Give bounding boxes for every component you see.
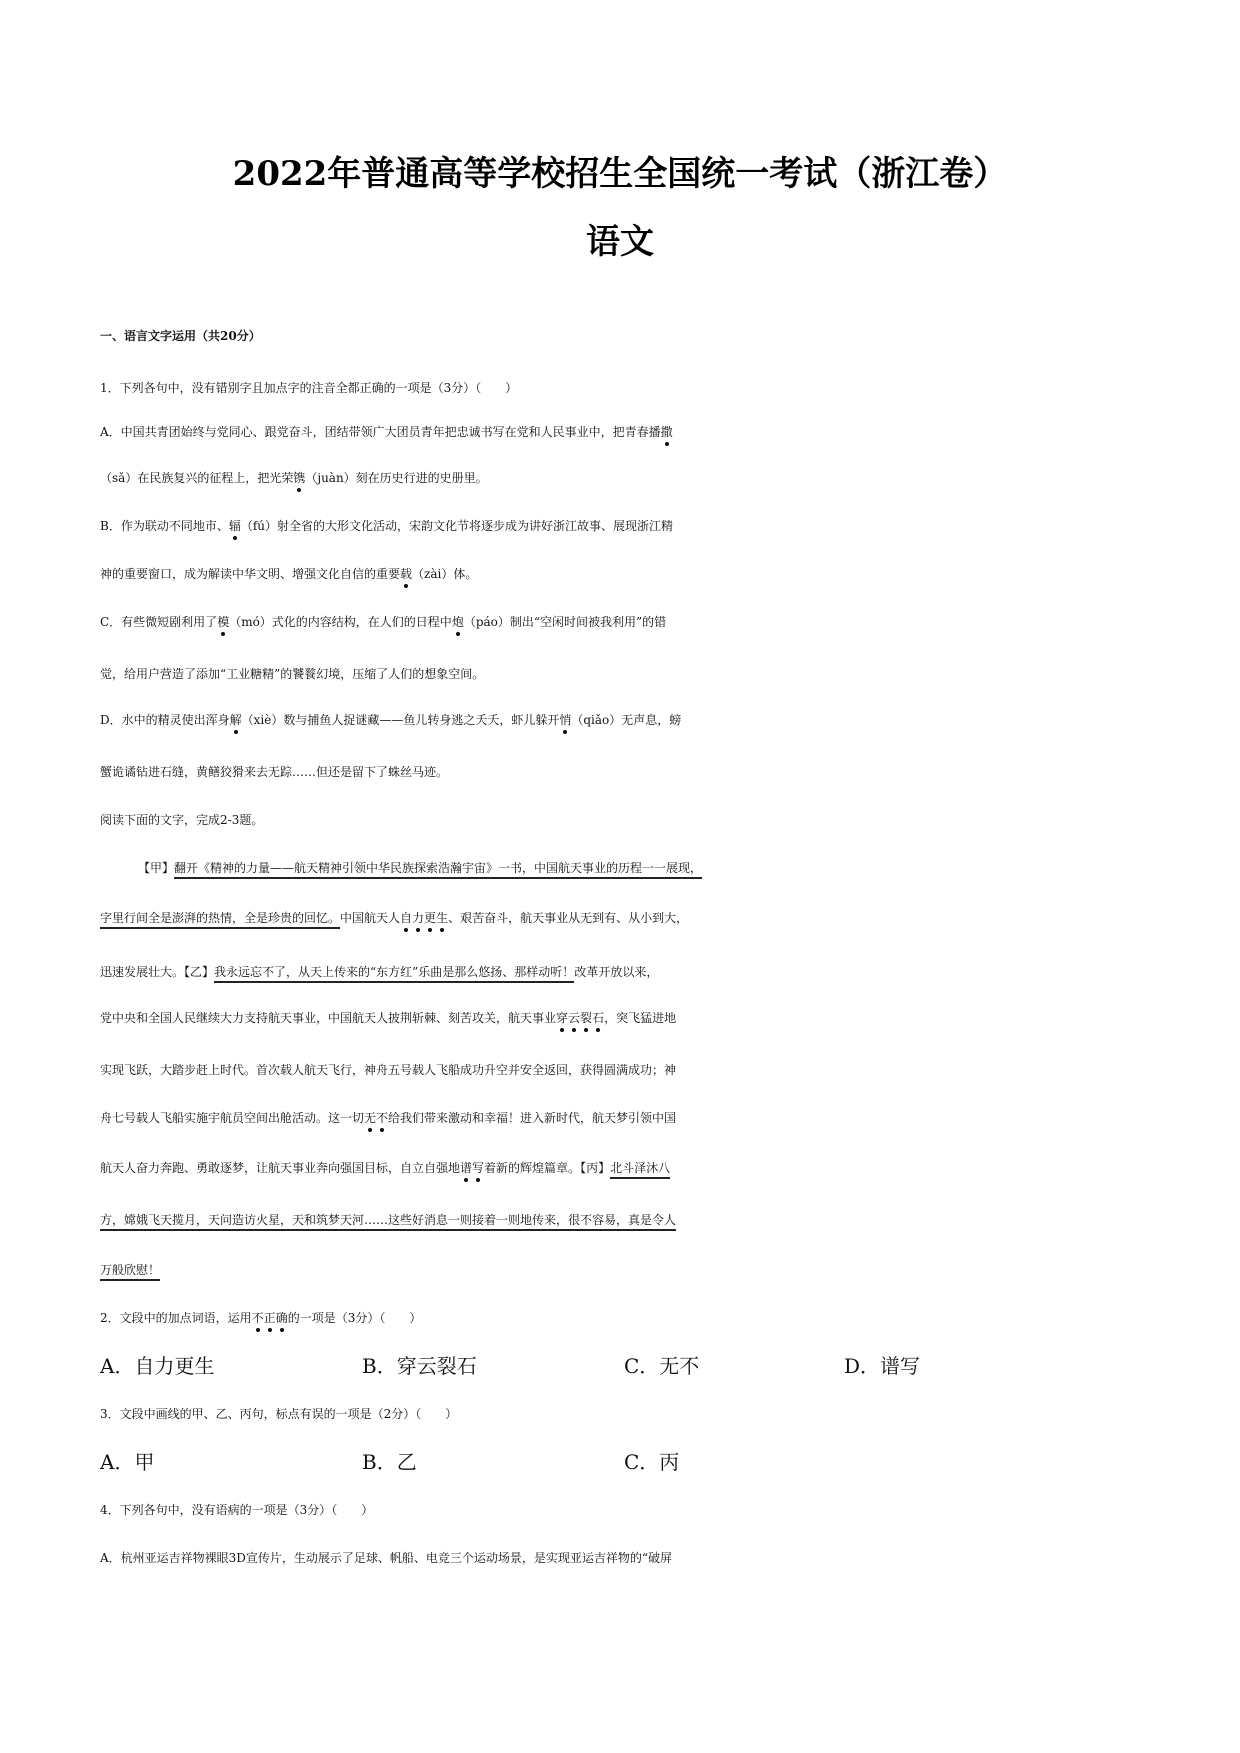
text-span: 舟七号载人飞船实施宇航员空间出舱活动。这一切 [100,1111,365,1125]
dotted-char: 生 [436,911,449,925]
q2-option-a: A．自力更生 [100,1354,215,1378]
dotted-char: 撒 [660,425,673,439]
text-span: B．作为联动不同地市、 [100,519,229,533]
passage-line-7 [100,1154,1145,1182]
q3-option-a: A．甲 [100,1450,155,1474]
text-span: 航天人奋力奔跑、勇敢逐梦，让航天事业奔向强国目标，自立自强地 [100,1161,461,1175]
q3-option-c: C．丙 [624,1450,680,1474]
dotted-char: 辐 [228,519,241,533]
q1-option-a-line1 [100,418,1145,446]
q3-option-b: B．乙 [362,1450,417,1474]
sentence-tag: 【丙】 [580,1161,611,1175]
q2-stem [100,1304,1145,1332]
text-span: A．中国共青团始终与党同心、跟党奋斗，团结带领广大团员青年把忠诚书写在党和人民事业中，把青春播 [100,425,661,439]
text-span: 中国航天人 [340,911,401,925]
text-span: 2．文段中的加点词语，运用 [100,1311,252,1325]
q1-option-a-line2 [100,464,1145,492]
passage-line-1 [138,854,1183,882]
dotted-char: 载 [400,567,413,581]
exam-title: 2022年普通高等学校招生全国统一考试（浙江卷） [232,154,1008,194]
dotted-word [364,1111,388,1125]
dotted-word [556,1011,604,1025]
text-span: 改革开放以来， [574,965,659,979]
text-span: 迅速发展壮大。 [100,965,185,979]
passage-line-2 [100,904,1145,932]
q3-stem: 3．文段中画线的甲、乙、丙句，标点有误的一项是（2分）（ ） [100,1407,458,1421]
passage-line-3 [100,958,1145,986]
dotted-char: 写 [472,1161,485,1175]
text-span: 的一项是（3分）（ ） [287,1311,422,1325]
dotted-char: 炮 [451,615,464,629]
q1-option-c-line1 [100,608,1145,636]
dotted-char: 力 [412,911,425,925]
text-span: （páo）制出“空闲时间被我利用”的错 [463,615,667,629]
text-span: 党中央和全国人民继续大力支持航天事业，中国航天人披荆斩棘、刻苦攻关，航天事业 [100,1011,557,1025]
text-span: （qiǎo）无声息，螃 [571,713,682,727]
dotted-char: 穿 [556,1011,569,1025]
passage-line-4 [100,1004,1145,1032]
underlined-sentence: 字里行间全是澎湃的热情，全是珍贵的回忆。 [100,911,340,929]
q1-option-c-line2: 觉，给用户营造了添加“工业糖精”的饕餮幻境，压缩了人们的想象空间。 [100,667,485,681]
text-span: （mó）式化的内容结构，在人们的日程中 [229,615,452,629]
dotted-char: 裂 [580,1011,593,1025]
dotted-char: 云 [568,1011,581,1025]
q1-option-b-line1 [100,512,1145,540]
dotted-char: 模 [217,615,230,629]
text-span: ，突飞猛进地 [604,1011,677,1025]
dotted-char: 镌 [293,471,306,485]
sentence-tag: 【甲】 [138,861,175,875]
dotted-char: 更 [424,911,437,925]
underlined-sentence: 北斗泽沐八 [610,1161,670,1179]
passage-line-8 [100,1206,1145,1234]
text-span: （juàn）刻在历史行进的史册里。 [305,471,488,485]
underlined-sentence: 万般欣慰！ [100,1263,160,1281]
dotted-char: 不 [251,1311,264,1325]
q1-option-d-line2: 蟹诡谲钻进石缝，黄鳝狡猾来去无踪……但还是留下了蛛丝马迹。 [100,765,449,779]
text-span: （zài）体。 [412,567,478,581]
text-span: 、艰苦奋斗，航天事业从无到有、从小到大， [448,911,689,925]
sentence-tag: 【乙】 [184,965,215,979]
dotted-char: 自 [400,911,413,925]
passage-line-6 [100,1104,1145,1132]
dotted-char: 确 [275,1311,288,1325]
q2-option-b: B．穿云裂石 [362,1354,477,1378]
dotted-char: 不 [376,1111,389,1125]
reading-instruction: 阅读下面的文字，完成2-3题。 [100,813,264,827]
dotted-word [252,1311,288,1325]
dotted-word [400,911,448,925]
dotted-word [460,1161,484,1175]
q4-option-a-line1: A．杭州亚运吉祥物裸眼3D宣传片，生动展示了足球、帆船、电竞三个运动场景，是实现亚运吉祥物的“破屏 [100,1551,673,1565]
text-span: （sǎ）在民族复兴的征程上，把光荣 [100,471,294,485]
underlined-sentence: 翻开《精神的力量——航天精神引领中华民族探索浩瀚宇宙》一书，中国航天事业的历程一一展现， [174,861,702,879]
passage-line-5: 实现飞跃，大踏步赶上时代。首次载人航天飞行，神舟五号载人飞船成功升空并安全返回，获得圆满成功；神 [100,1063,677,1077]
underlined-sentence: 我永远忘不了，从天上传来的“东方红”乐曲是那么悠扬、那样动听！ [214,965,574,983]
q2-option-d: D．谱写 [844,1354,921,1378]
text-span: D．水中的精灵使出浑身 [100,713,230,727]
q1-option-b-line2 [100,560,1145,588]
dotted-char: 无 [364,1111,377,1125]
text-span: C．有些微短剧利用了 [100,615,218,629]
underlined-sentence: 方，嫦娥飞天揽月，天问造访火星，天和筑梦天河……这些好消息一则接着一则地传来，很不容易，真是令人 [100,1213,676,1231]
text-span: （xiè）数与捕鱼人捉谜藏——鱼儿转身逃之夭夭，虾儿躲开 [241,713,560,727]
q1-stem: 1．下列各句中，没有错别字且加点字的注音全都正确的一项是（3分）（ ） [100,381,518,395]
passage-line-9 [100,1256,1145,1284]
dotted-char: 石 [592,1011,605,1025]
q4-stem: 4．下列各句中，没有语病的一项是（3分）（ ） [100,1503,374,1517]
dotted-char: 正 [263,1311,276,1325]
section-heading: 一、语言文字运用（共20分） [100,329,261,343]
q1-option-d-line1 [100,706,1145,734]
dotted-char: 谱 [460,1161,473,1175]
text-span: （fú）射全省的大形文化活动，宋韵文化节将逐步成为讲好浙江故事、展现浙江精 [240,519,674,533]
dotted-char: 解 [229,713,242,727]
q2-option-c: C．无不 [624,1354,700,1378]
text-span: 给我们带来激动和幸福！进入新时代，航天梦引领中国 [388,1111,677,1125]
text-span: 着新的辉煌篇章。 [484,1161,581,1175]
dotted-char: 悄 [559,713,572,727]
subject-title: 语文 [586,222,654,262]
text-span: 神的重要窗口，成为解读中华文明、增强文化自信的重要 [100,567,401,581]
